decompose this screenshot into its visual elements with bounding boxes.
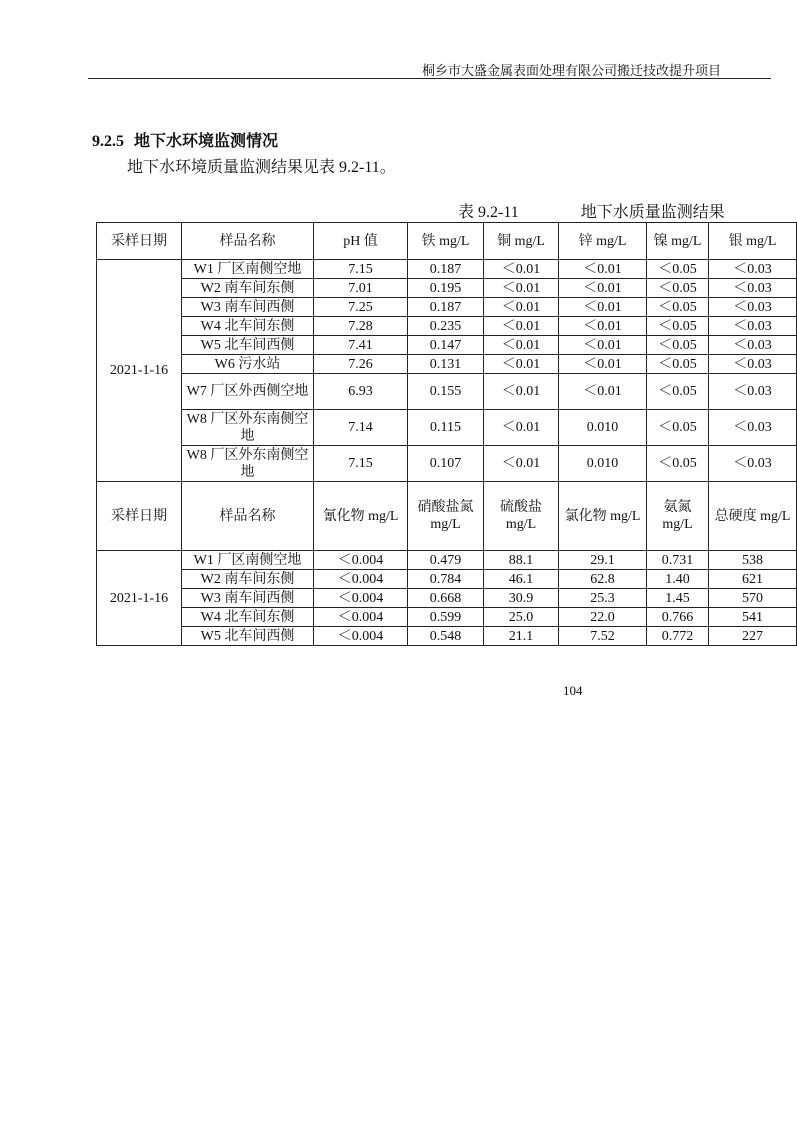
table-header-row (97, 482, 797, 551)
value-cell: ＜0.01 (484, 336, 559, 355)
sample-name-cell: W1 厂区南侧空地 (182, 260, 314, 279)
value-cell: ＜0.05 (647, 336, 709, 355)
column-header: 硝酸盐氮 mg/L (408, 482, 484, 551)
table-caption-label: 表 9.2-11 (458, 204, 519, 221)
sample-name-cell: W6 污水站 (182, 355, 314, 374)
value-cell: 30.9 (484, 589, 559, 608)
value-cell: ＜0.03 (709, 317, 797, 336)
section-title: 地下水环境监测情况 (134, 133, 279, 150)
value-cell: ＜0.01 (559, 317, 647, 336)
table-row (97, 336, 797, 355)
value-cell: ＜0.05 (647, 298, 709, 317)
table-row (97, 570, 797, 589)
table-row (97, 410, 797, 446)
value-cell: 541 (709, 608, 797, 627)
value-cell: ＜0.01 (484, 317, 559, 336)
sample-name-cell: W3 南车间西侧 (182, 298, 314, 317)
value-cell: 0.131 (408, 355, 484, 374)
page-number: 104 (563, 683, 583, 698)
value-cell: ＜0.004 (314, 570, 408, 589)
sample-name-cell: W1 厂区南侧空地 (182, 551, 314, 570)
value-cell: ＜0.01 (559, 260, 647, 279)
value-cell: ＜0.01 (559, 374, 647, 410)
value-cell: ＜0.004 (314, 608, 408, 627)
sample-name-cell: W5 北车间西侧 (182, 336, 314, 355)
column-header: 样品名称 (182, 482, 314, 551)
value-cell: 25.0 (484, 608, 559, 627)
value-cell: 7.01 (314, 279, 408, 298)
value-cell: 621 (709, 570, 797, 589)
value-cell: 0.766 (647, 608, 709, 627)
sample-name-cell: W7 厂区外西侧空地 (182, 374, 314, 410)
value-cell: ＜0.03 (709, 374, 797, 410)
value-cell: 7.26 (314, 355, 408, 374)
value-cell: ＜0.01 (484, 260, 559, 279)
value-cell: 7.14 (314, 410, 408, 446)
value-cell: 21.1 (484, 627, 559, 646)
table-row (97, 317, 797, 336)
sample-name-cell: W4 北车间东侧 (182, 317, 314, 336)
value-cell: 1.40 (647, 570, 709, 589)
table-row (97, 551, 797, 570)
value-cell: ＜0.01 (484, 446, 559, 482)
value-cell: ＜0.03 (709, 298, 797, 317)
table-row (97, 355, 797, 374)
value-cell: 0.772 (647, 627, 709, 646)
value-cell: ＜0.05 (647, 410, 709, 446)
running-header: 桐乡市大盛金属表面处理有限公司搬迁技改提升项目 (421, 63, 721, 78)
value-cell: 0.107 (408, 446, 484, 482)
value-cell: 0.010 (559, 410, 647, 446)
value-cell: ＜0.01 (484, 374, 559, 410)
table-caption (458, 199, 725, 222)
value-cell: 0.010 (559, 446, 647, 482)
sample-name-cell: W3 南车间西侧 (182, 589, 314, 608)
value-cell: 538 (709, 551, 797, 570)
table-container (96, 222, 791, 662)
value-cell: ＜0.01 (484, 410, 559, 446)
sample-name-cell: W2 南车间东侧 (182, 279, 314, 298)
value-cell: 0.155 (408, 374, 484, 410)
table-header-row (97, 223, 797, 260)
section-heading (92, 128, 278, 151)
table-row (97, 374, 797, 410)
column-header: 铁 mg/L (408, 223, 484, 260)
sample-name-cell: W8 厂区外东南侧空地 (182, 410, 314, 446)
column-header: 总硬度 mg/L (709, 482, 797, 551)
value-cell: ＜0.004 (314, 551, 408, 570)
column-header: 氯化物 mg/L (559, 482, 647, 551)
column-header: 镍 mg/L (647, 223, 709, 260)
table-row (97, 446, 797, 482)
column-header: 银 mg/L (709, 223, 797, 260)
table-row (97, 627, 797, 646)
value-cell: 0.479 (408, 551, 484, 570)
value-cell: ＜0.03 (709, 410, 797, 446)
value-cell: 62.8 (559, 570, 647, 589)
value-cell: 0.668 (408, 589, 484, 608)
value-cell: 0.784 (408, 570, 484, 589)
value-cell: ＜0.004 (314, 589, 408, 608)
column-header: 采样日期 (97, 223, 182, 260)
value-cell: ＜0.01 (559, 336, 647, 355)
value-cell: 0.731 (647, 551, 709, 570)
value-cell: 22.0 (559, 608, 647, 627)
value-cell: ＜0.01 (559, 279, 647, 298)
column-header: 采样日期 (97, 482, 182, 551)
value-cell: 0.115 (408, 410, 484, 446)
value-cell: ＜0.03 (709, 336, 797, 355)
value-cell: ＜0.01 (559, 298, 647, 317)
value-cell: 1.45 (647, 589, 709, 608)
column-header: pH 值 (314, 223, 408, 260)
value-cell: ＜0.03 (709, 260, 797, 279)
groundwater-quality-table (96, 222, 797, 646)
sampling-date-cell: 2021-1-16 (97, 551, 182, 646)
table-caption-title: 地下水质量监测结果 (580, 204, 725, 221)
value-cell: 7.52 (559, 627, 647, 646)
value-cell: ＜0.05 (647, 374, 709, 410)
value-cell: 0.187 (408, 298, 484, 317)
value-cell: 25.3 (559, 589, 647, 608)
value-cell: 570 (709, 589, 797, 608)
sample-name-cell: W8 厂区外东南侧空地 (182, 446, 314, 482)
column-header: 锌 mg/L (559, 223, 647, 260)
column-header: 硫酸盐 mg/L (484, 482, 559, 551)
value-cell: 7.15 (314, 260, 408, 279)
table-row (97, 260, 797, 279)
value-cell: 227 (709, 627, 797, 646)
intro-paragraph: 地下水环境质量监测结果见表 9.2-11。 (127, 159, 396, 176)
value-cell: 46.1 (484, 570, 559, 589)
value-cell: ＜0.004 (314, 627, 408, 646)
value-cell: 0.195 (408, 279, 484, 298)
value-cell: ＜0.01 (484, 298, 559, 317)
table-row (97, 608, 797, 627)
sample-name-cell: W2 南车间东侧 (182, 570, 314, 589)
value-cell: 0.187 (408, 260, 484, 279)
value-cell: 0.548 (408, 627, 484, 646)
value-cell: ＜0.01 (484, 355, 559, 374)
section-number: 9.2.5 (92, 133, 124, 150)
value-cell: ＜0.05 (647, 260, 709, 279)
column-header: 氨氮 mg/L (647, 482, 709, 551)
value-cell: 29.1 (559, 551, 647, 570)
value-cell: ＜0.05 (647, 446, 709, 482)
sample-name-cell: W5 北车间西侧 (182, 627, 314, 646)
sampling-date-cell: 2021-1-16 (97, 260, 182, 482)
value-cell: ＜0.03 (709, 355, 797, 374)
value-cell: 88.1 (484, 551, 559, 570)
value-cell: ＜0.03 (709, 279, 797, 298)
value-cell: 0.147 (408, 336, 484, 355)
sample-name-cell: W4 北车间东侧 (182, 608, 314, 627)
value-cell: 7.25 (314, 298, 408, 317)
header-rule (88, 78, 771, 79)
value-cell: ＜0.05 (647, 279, 709, 298)
value-cell: 6.93 (314, 374, 408, 410)
value-cell: ＜0.01 (559, 355, 647, 374)
table-row (97, 298, 797, 317)
value-cell: 7.28 (314, 317, 408, 336)
table-row (97, 279, 797, 298)
value-cell: ＜0.05 (647, 317, 709, 336)
value-cell: 7.15 (314, 446, 408, 482)
table-row (97, 589, 797, 608)
value-cell: ＜0.03 (709, 446, 797, 482)
column-header: 样品名称 (182, 223, 314, 260)
value-cell: 7.41 (314, 336, 408, 355)
value-cell: 0.599 (408, 608, 484, 627)
column-header: 氰化物 mg/L (314, 482, 408, 551)
value-cell: ＜0.01 (484, 279, 559, 298)
column-header: 铜 mg/L (484, 223, 559, 260)
value-cell: 0.235 (408, 317, 484, 336)
value-cell: ＜0.05 (647, 355, 709, 374)
